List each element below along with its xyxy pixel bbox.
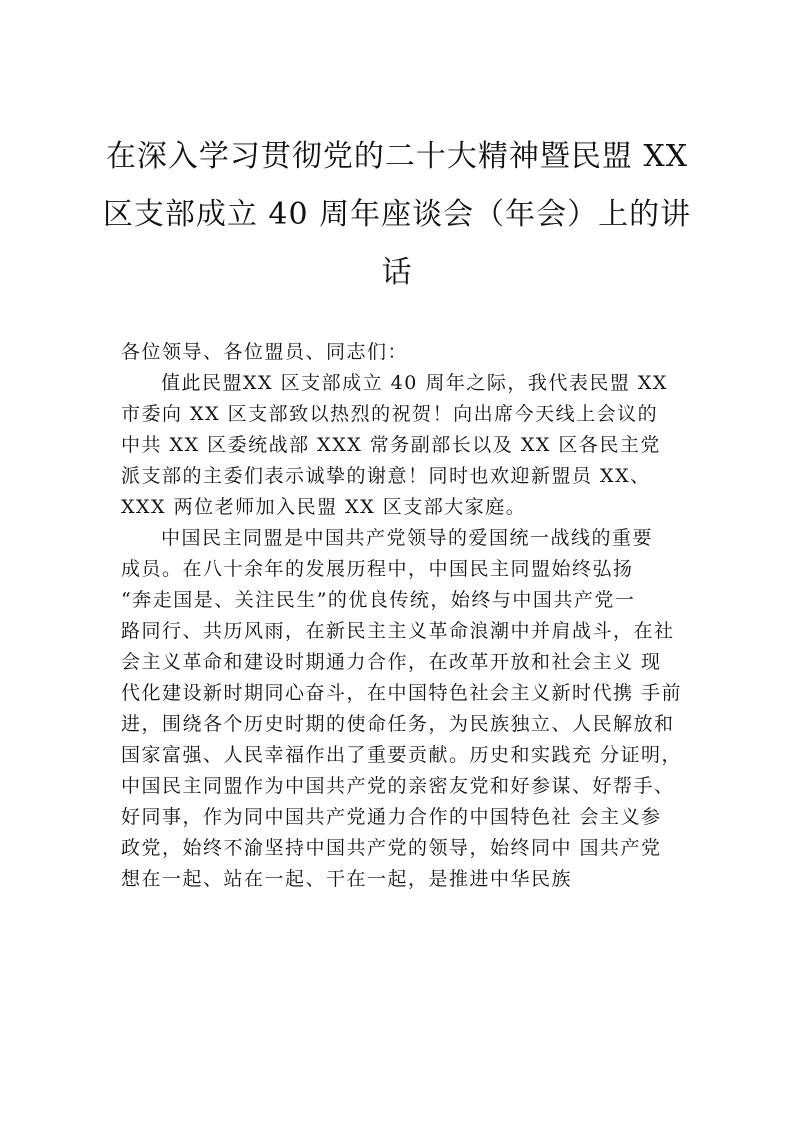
paragraph-1-line-5: XXX 两位老师加入民盟 XX 区支部大家庭。: [121, 496, 527, 518]
paragraph-2-line-3: “奔走国是、关注民生”的优良传统，始终与中国共产党一: [121, 589, 636, 611]
paragraph-1-line-2: 市委向 XX 区支部致以热烈的祝贺！向出席今天线上会议的: [121, 403, 659, 425]
paragraph-2-line-4: 路同行、共历风雨，在新民主主义革命浪潮中并肩战斗，在社: [121, 620, 675, 642]
paragraph-1-line-4: 派支部的主委们表示诚挚的谢意！同时也欢迎新盟员 XX、: [121, 465, 651, 487]
paragraph-2-line-6: 代化建设新时期同心奋斗，在中国特色社会主义新时代携 手前: [121, 682, 683, 704]
paragraph-1-line-1: 值此民盟XX 区支部成立 40 周年之际，我代表民盟 XX: [161, 372, 668, 394]
title-line-3: 话: [381, 255, 413, 290]
document-body: [121, 337, 701, 895]
paragraph-2-line-7: 进，围绕各个历史时期的使命任务，为民族独立、人民解放和: [121, 713, 675, 735]
paragraph-1-line-3: 中共 XX 区委统战部 XXX 常务副部长以及 XX 区各民主党: [121, 434, 661, 456]
salutation: 各位领导、各位盟员、同志们：: [121, 341, 409, 363]
document-title: [100, 128, 694, 302]
paragraph-2-line-5: 会主义革命和建设时期通力合作，在改革开放和社会主义 现: [121, 651, 662, 673]
paragraph-2-line-11: 政党，始终不渝坚持中国共产党的领导，始终同中 国共产党: [121, 837, 662, 859]
paragraph-2-line-1: 中国民主同盟是中国共产党领导的爱国统一战线的重要: [161, 527, 654, 549]
paragraph-2-line-2: 成员。在八十余年的发展历程中，中国民主同盟始终弘扬: [121, 558, 634, 580]
paragraph-2-line-12: 想在一起、站在一起、干在一起，是推进中华民族: [121, 868, 573, 890]
title-line-1: 在深入学习贯彻党的二十大精神暨民盟 XX: [105, 139, 689, 174]
paragraph-2-line-9: 中国民主同盟作为中国共产党的亲密友党和好参谋、好帮手、: [121, 775, 675, 797]
title-line-2: 区支部成立 40 周年座谈会（年会）上的讲: [102, 197, 692, 232]
paragraph-2-line-8: 国家富强、人民幸福作出了重要贡献。历史和实践充 分证明，: [121, 744, 683, 766]
paragraph-2-line-10: 好同事，作为同中国共产党通力合作的中国特色社 会主义参: [121, 806, 662, 828]
